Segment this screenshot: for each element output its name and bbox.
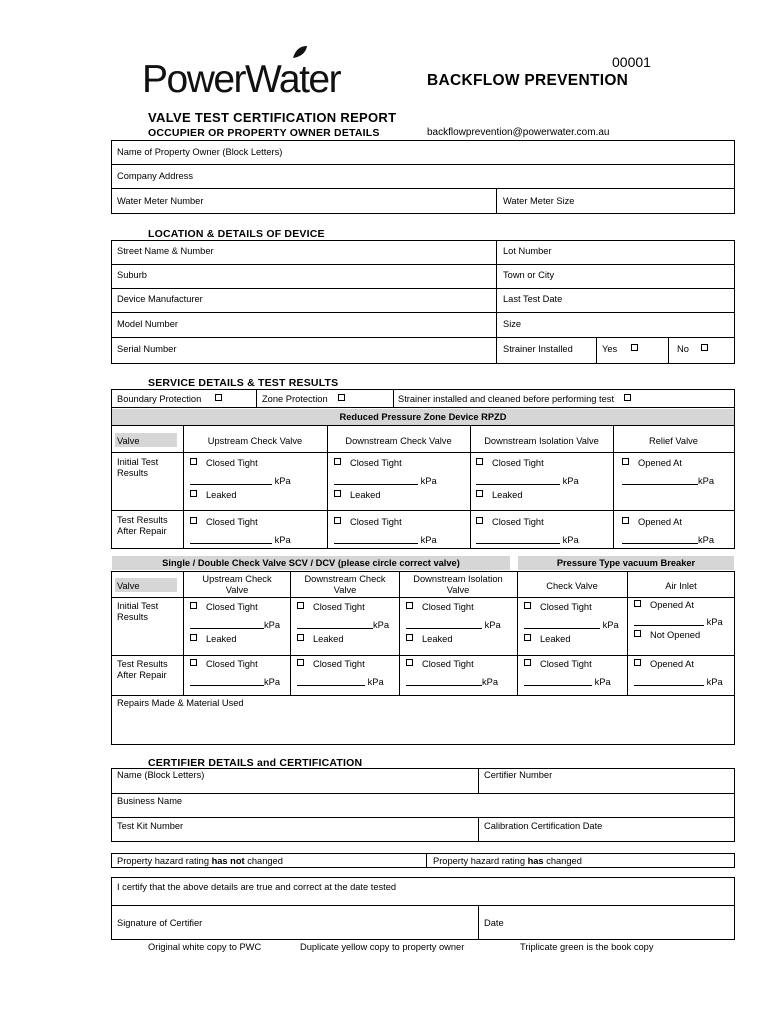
footer-yellow-copy: Duplicate yellow copy to property owner bbox=[300, 942, 465, 952]
scv-downstream-header: Downstream Check Valve bbox=[304, 574, 386, 595]
certifier-heading: CERTIFIER DETAILS and CERTIFICATION bbox=[148, 757, 363, 769]
town-field[interactable]: Town or City bbox=[503, 270, 555, 280]
rpzd-after-down-closed[interactable]: Closed Tight bbox=[334, 517, 402, 528]
certifier-number-field[interactable]: Certifier Number bbox=[484, 770, 553, 780]
form-title: BACKFLOW PREVENTION bbox=[427, 72, 629, 89]
rpzd-initial-relief-kpa[interactable]: kPa bbox=[622, 475, 714, 487]
footer-green-copy: Triplicate green is the book copy bbox=[520, 942, 654, 952]
rpzd-initial-relief-opened[interactable]: Opened At bbox=[622, 458, 682, 469]
rpzd-after-label: Test Results After Repair bbox=[117, 515, 168, 536]
company-address-field[interactable]: Company Address bbox=[117, 171, 193, 181]
serial-field[interactable]: Serial Number bbox=[117, 344, 177, 354]
rpzd-initial-down-kpa[interactable]: kPa bbox=[334, 475, 437, 487]
logo-text: PowerWater bbox=[142, 58, 341, 101]
strainer-no-checkbox[interactable]: No bbox=[677, 344, 717, 355]
rpzd-initial-up-leaked[interactable]: Leaked bbox=[190, 490, 237, 501]
suburb-field[interactable]: Suburb bbox=[117, 270, 147, 280]
scv-after-up-closed[interactable]: Closed Tight bbox=[190, 659, 258, 670]
rpzd-after-up-closed[interactable]: Closed Tight bbox=[190, 517, 258, 528]
repairs-label: Repairs Made & Material Used bbox=[117, 698, 244, 708]
leaf-icon bbox=[292, 45, 308, 59]
rpzd-after-iso-closed[interactable]: Closed Tight bbox=[476, 517, 544, 528]
rpzd-upstream-header: Upstream Check Valve bbox=[207, 436, 303, 446]
signature-field[interactable]: Signature of Certifier bbox=[117, 918, 203, 928]
pvb-after-air-opened[interactable]: Opened At bbox=[634, 659, 694, 670]
model-field[interactable]: Model Number bbox=[117, 319, 178, 329]
strainer-clean-checkbox[interactable]: Strainer installed and cleaned before performing test bbox=[398, 394, 640, 405]
scv-valve-label: Valve bbox=[117, 581, 140, 591]
scv-after-label: Test Results After Repair bbox=[117, 659, 168, 680]
hazard-not-changed-option[interactable]: Property hazard rating has not changed bbox=[117, 856, 283, 866]
business-name-field[interactable]: Business Name bbox=[117, 796, 183, 806]
date-field[interactable]: Date bbox=[484, 918, 504, 928]
rpzd-after-relief-opened[interactable]: Opened At bbox=[622, 517, 682, 528]
pvb-initial-air-not-opened[interactable]: Not Opened bbox=[634, 630, 700, 641]
rpzd-downstream-header: Downstream Check Valve bbox=[345, 436, 452, 446]
scv-initial-iso-closed[interactable]: Closed Tight bbox=[406, 602, 474, 613]
pvb-check-header: Check Valve bbox=[546, 581, 598, 591]
footer-white-copy: Original white copy to PWC bbox=[148, 942, 262, 952]
scv-initial-iso-kpa[interactable]: kPa bbox=[406, 619, 501, 631]
rpzd-after-iso-kpa[interactable]: kPa bbox=[476, 534, 579, 546]
strainer-yes-checkbox[interactable]: Yes bbox=[602, 344, 647, 355]
calibration-date-field[interactable]: Calibration Certification Date bbox=[484, 821, 603, 831]
scv-initial-label: Initial Test Results bbox=[117, 601, 159, 622]
scv-isolation-header: Downstream Isolation Valve bbox=[413, 574, 503, 595]
scv-initial-up-kpa[interactable]: kPa bbox=[190, 619, 280, 631]
size-field[interactable]: Size bbox=[503, 319, 522, 329]
rpzd-initial-iso-leaked[interactable]: Leaked bbox=[476, 490, 523, 501]
manufacturer-field[interactable]: Device Manufacturer bbox=[117, 294, 203, 304]
pvb-initial-check-kpa[interactable]: kPa bbox=[524, 619, 619, 631]
occupier-heading: OCCUPIER OR PROPERTY OWNER DETAILS bbox=[148, 127, 380, 139]
email-link[interactable]: backflowprevention@powerwater.com.au bbox=[427, 127, 610, 138]
scv-after-iso-closed[interactable]: Closed Tight bbox=[406, 659, 474, 670]
last-test-field[interactable]: Last Test Date bbox=[503, 294, 563, 304]
pressure-breaker-title: Pressure Type vacuum Breaker bbox=[556, 558, 696, 568]
scv-initial-iso-leaked[interactable]: Leaked bbox=[406, 634, 453, 645]
scv-initial-down-leaked[interactable]: Leaked bbox=[297, 634, 344, 645]
certify-statement: I certify that the above details are true and correct at the date tested bbox=[117, 882, 397, 892]
boundary-checkbox[interactable]: Boundary Protection bbox=[117, 394, 231, 405]
scv-initial-up-leaked[interactable]: Leaked bbox=[190, 634, 237, 645]
hazard-changed-option[interactable]: Property hazard rating has changed bbox=[433, 856, 582, 866]
rpzd-valve-label: Valve bbox=[117, 436, 140, 446]
scv-initial-down-kpa[interactable]: kPa bbox=[297, 619, 389, 631]
rpzd-after-up-kpa[interactable]: kPa bbox=[190, 534, 291, 546]
meter-size-field[interactable]: Water Meter Size bbox=[503, 196, 575, 206]
rpzd-initial-iso-kpa[interactable]: kPa bbox=[476, 475, 579, 487]
service-heading: SERVICE DETAILS & TEST RESULTS bbox=[148, 377, 339, 389]
test-kit-field[interactable]: Test Kit Number bbox=[117, 821, 184, 831]
certifier-name-field[interactable]: Name (Block Letters) bbox=[117, 770, 205, 780]
pvb-initial-check-closed[interactable]: Closed Tight bbox=[524, 602, 592, 613]
location-heading: LOCATION & DETAILS OF DEVICE bbox=[148, 228, 325, 240]
strainer-label: Strainer Installed bbox=[503, 344, 573, 354]
rpzd-after-relief-kpa[interactable]: kPa bbox=[622, 534, 714, 546]
scv-initial-down-closed[interactable]: Closed Tight bbox=[297, 602, 365, 613]
rpzd-relief-header: Relief Valve bbox=[649, 436, 698, 446]
scv-dcv-title: Single / Double Check Valve SCV / DCV (please circle correct valve) bbox=[162, 558, 460, 568]
zone-checkbox[interactable]: Zone Protection bbox=[262, 394, 354, 405]
scv-after-up-kpa[interactable]: kPa bbox=[190, 676, 280, 688]
lot-field[interactable]: Lot Number bbox=[503, 246, 552, 256]
scv-after-down-closed[interactable]: Closed Tight bbox=[297, 659, 365, 670]
pvb-initial-air-opened[interactable]: Opened At bbox=[634, 600, 694, 611]
pvb-initial-air-kpa[interactable]: kPa bbox=[634, 616, 723, 628]
rpzd-initial-down-leaked[interactable]: Leaked bbox=[334, 490, 381, 501]
rpzd-initial-label: Initial Test Results bbox=[117, 457, 159, 478]
report-title: VALVE TEST CERTIFICATION REPORT bbox=[148, 110, 397, 125]
pvb-after-check-closed[interactable]: Closed Tight bbox=[524, 659, 592, 670]
scv-upstream-header: Upstream Check Valve bbox=[202, 574, 272, 595]
rpzd-isolation-header: Downstream Isolation Valve bbox=[484, 436, 599, 446]
rpzd-initial-up-closed[interactable]: Closed Tight bbox=[190, 458, 258, 469]
certifier-table bbox=[111, 768, 735, 842]
street-field[interactable]: Street Name & Number bbox=[117, 246, 214, 256]
scv-after-down-kpa[interactable]: kPa bbox=[297, 676, 384, 688]
logo bbox=[142, 58, 340, 102]
owner-name-field[interactable]: Name of Property Owner (Block Letters) bbox=[117, 147, 283, 157]
rpzd-initial-iso-closed[interactable]: Closed Tight bbox=[476, 458, 544, 469]
rpzd-initial-up-kpa[interactable]: kPa bbox=[190, 475, 291, 487]
rpzd-initial-down-closed[interactable]: Closed Tight bbox=[334, 458, 402, 469]
pvb-after-air-kpa[interactable]: kPa bbox=[634, 676, 723, 688]
pvb-initial-check-leaked[interactable]: Leaked bbox=[524, 634, 571, 645]
scv-after-iso-kpa[interactable]: kPa bbox=[406, 676, 498, 688]
meter-number-field[interactable]: Water Meter Number bbox=[117, 196, 204, 206]
scv-initial-up-closed[interactable]: Closed Tight bbox=[190, 602, 258, 613]
pvb-air-header: Air Inlet bbox=[665, 581, 697, 591]
pvb-after-check-kpa[interactable]: kPa bbox=[524, 676, 611, 688]
rpzd-after-down-kpa[interactable]: kPa bbox=[334, 534, 437, 546]
form-number: 00001 bbox=[612, 54, 651, 70]
rpzd-title: Reduced Pressure Zone Device RPZD bbox=[339, 412, 507, 422]
